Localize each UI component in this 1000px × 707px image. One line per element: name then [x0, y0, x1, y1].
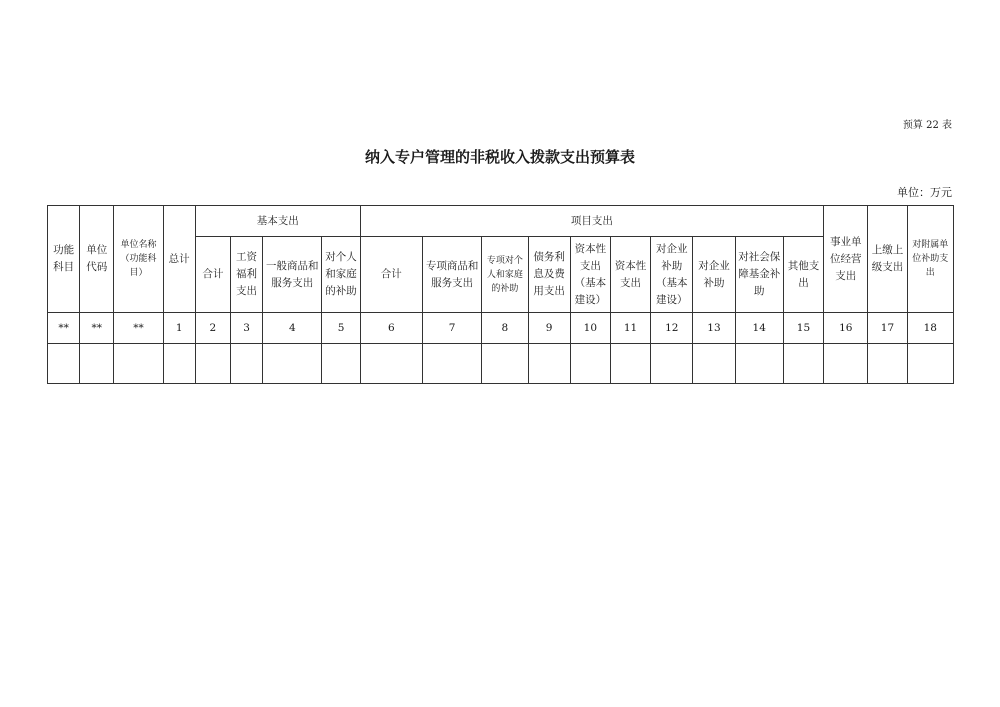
header-basic-col: 工资福利支出	[230, 237, 262, 313]
table-cell	[114, 344, 163, 384]
table-cell	[651, 344, 693, 384]
table-cell	[735, 344, 783, 384]
header-project-col: 合计	[360, 237, 422, 313]
header-business-operations: 事业单位经营支出	[824, 206, 868, 313]
index-cell: 5	[322, 313, 360, 344]
budget-table	[47, 205, 954, 384]
index-cell: 8	[482, 313, 528, 344]
header-project-col: 对社会保障基金补助	[735, 237, 783, 313]
index-cell: 7	[422, 313, 481, 344]
header-total: 总计	[163, 206, 195, 313]
table-cell	[360, 344, 422, 384]
header-basic-col: 合计	[195, 237, 230, 313]
table-cell	[693, 344, 735, 384]
header-project-col: 专项对个人和家庭的补助	[482, 237, 528, 313]
header-upper-payment: 上缴上级支出	[868, 206, 907, 313]
index-cell: 2	[195, 313, 230, 344]
index-cell: 13	[693, 313, 735, 344]
index-cell: 4	[263, 313, 322, 344]
table-cell	[824, 344, 868, 384]
index-cell: 18	[907, 313, 953, 344]
table-cell	[907, 344, 953, 384]
index-cell: 15	[783, 313, 823, 344]
header-func-subject: 功能科目	[48, 206, 80, 313]
header-subsidiary-subsidy: 对附属单位补助支出	[907, 206, 953, 313]
index-row	[48, 313, 954, 344]
index-cell: 12	[651, 313, 693, 344]
header-project-col: 资本性支出	[610, 237, 650, 313]
index-cell: 1	[163, 313, 195, 344]
index-cell: 6	[360, 313, 422, 344]
header-project-col: 债务利息及费用支出	[528, 237, 570, 313]
index-cell: **	[114, 313, 163, 344]
index-cell: 16	[824, 313, 868, 344]
unit-label: 单位：万元	[897, 186, 952, 199]
table-cell	[80, 344, 114, 384]
table-cell	[230, 344, 262, 384]
header-unit-code: 单位代码	[80, 206, 114, 313]
table-cell	[868, 344, 907, 384]
table-cell	[48, 344, 80, 384]
header-unit-name: 单位名称（功能科目）	[114, 206, 163, 313]
index-cell: 11	[610, 313, 650, 344]
header-project-col: 其他支出	[783, 237, 823, 313]
header-project-col: 资本性支出（基本建设）	[570, 237, 610, 313]
index-cell: 14	[735, 313, 783, 344]
header-project-col: 对企业补助	[693, 237, 735, 313]
table-row	[48, 344, 954, 384]
table-cell	[263, 344, 322, 384]
header-basic-col: 一般商品和服务支出	[263, 237, 322, 313]
table-cell	[322, 344, 360, 384]
index-cell: 3	[230, 313, 262, 344]
index-cell: **	[48, 313, 80, 344]
table-cell	[195, 344, 230, 384]
header-project-col: 对企业补助（基本建设）	[651, 237, 693, 313]
table-cell	[783, 344, 823, 384]
table-cell	[610, 344, 650, 384]
table-cell	[528, 344, 570, 384]
header-project-col: 专项商品和服务支出	[422, 237, 481, 313]
index-cell: 17	[868, 313, 907, 344]
table-cell	[163, 344, 195, 384]
index-cell: 9	[528, 313, 570, 344]
table-cell	[422, 344, 481, 384]
header-basic-col: 对个人和家庭的补助	[322, 237, 360, 313]
header-project-expenditure: 项目支出	[360, 206, 824, 237]
table-cell	[482, 344, 528, 384]
form-number: 预算 22 表	[902, 120, 952, 131]
page-title: 纳入专户管理的非税收入拨款支出预算表	[364, 148, 635, 166]
index-cell: 10	[570, 313, 610, 344]
index-cell: **	[80, 313, 114, 344]
table-cell	[570, 344, 610, 384]
header-basic-expenditure: 基本支出	[195, 206, 360, 237]
